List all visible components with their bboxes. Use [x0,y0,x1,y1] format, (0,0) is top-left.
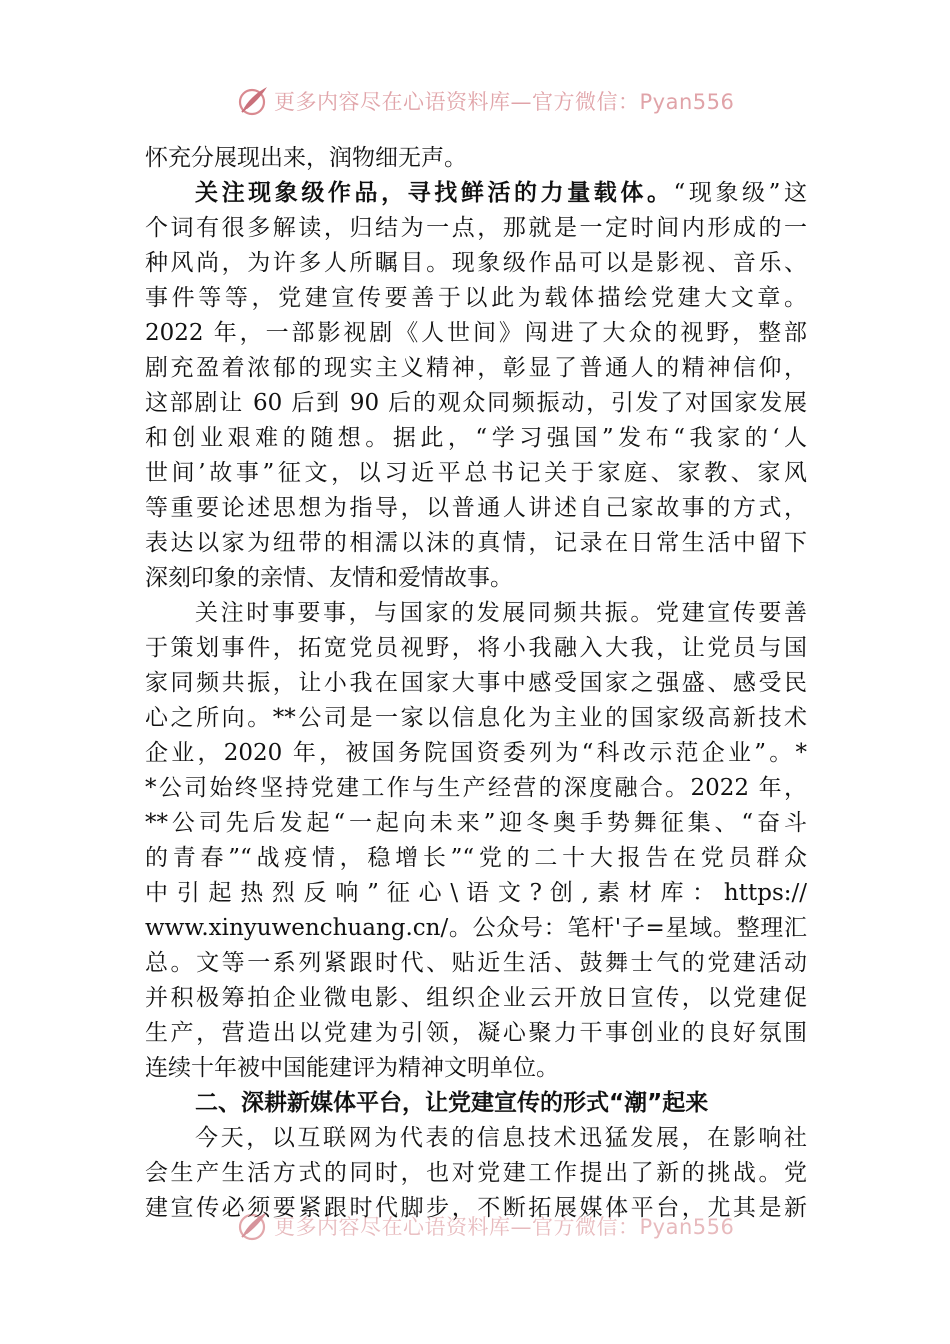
text-line: 关注时事要事，与国家的发展同频共振。党建宣传要善 [195,600,807,626]
text-line: 连续十年被中国能建评为精神文明单位。 [145,1055,559,1081]
text-line: 于策划事件，拓宽党员视野，将小我融入大我，让党员与国 [145,635,807,661]
watermark-header [0,82,950,122]
text-line: 种风尚，为许多人所瞩目。现象级作品可以是影视、音乐、 [145,250,807,276]
text-line: www.xinyuwenchuang.cn/。公众号：笔杆'子=星域。整理汇 [145,915,807,941]
text-line: 并积极筹拍企业微电影、组织企业云开放日宣传，以党建促 [145,985,807,1011]
text-line: 家同频共振，让小我在国家大事中感受国家之强盛、感受民 [145,670,807,696]
section-lead: 关注现象级作品，寻找鲜活的力量载体。 [195,180,674,206]
text-line: 2022 年，一部影视剧《人世间》闯进了大众的视野，整部 [145,320,807,346]
text-line: 中 引 起 热 烈 反 响 ” 征 心 \ 语 文 ? 创 , 素 材 库 ： https:// [145,880,807,906]
text-line [195,176,807,210]
text-line: 事件等等，党建宣传要善于以此为载体描绘党建大文章。 [145,285,807,311]
text-line: 的青春”“战疫情，稳增长”“党的二十大报告在党员群众 [145,845,807,871]
text-line: 和创业艰难的随想。据此，“学习强国”发布“我家的‘人 [145,425,807,451]
watermark-text: 更多内容尽在心语资料库—官方微信：Pyan556 [274,90,735,114]
text-line: 心之所向。**公司是一家以信息化为主业的国家级高新技术 [145,705,807,731]
text-line: 今天，以互联网为代表的信息技术迅猛发展，在影响社 [195,1125,807,1151]
text-line: **公司先后发起“一起向未来”迎冬奥手势舞征集、“奋斗 [145,810,807,836]
text-line: 生产，营造出以党建为引领，凝心聚力干事创业的良好氛围 [145,1020,807,1046]
text-line: 表达以家为纽带的相濡以沫的真情，记录在日常生活中留下 [145,530,807,556]
text-line: 剧充盈着浓郁的现实主义精神，彰显了普通人的精神信仰， [145,355,807,381]
text-line: 世间’故事”征文，以习近平总书记关于家庭、家教、家风 [145,460,807,486]
text-line: *公司始终坚持党建工作与生产经营的深度融合。2022 年， [145,775,807,801]
quill-circle-logo [236,84,270,118]
text-line: 等重要论述思想为指导，以普通人讲述自己家故事的方式， [145,495,807,521]
text-line: 会生产生活方式的同时，也对党建工作提出了新的挑战。党 [145,1160,807,1186]
text-line: 总。文等一系列紧跟时代、贴近生活、鼓舞士气的党建活动 [145,950,807,976]
text-span: “现象级”这 [673,180,807,206]
text-line: 这部剧让 60 后到 90 后的观众同频振动，引发了对国家发展 [145,390,807,416]
text-line: 个词有很多解读，归结为一点，那就是一定时间内形成的一 [145,215,807,241]
text-line: 企业，2020 年，被国务院国资委列为“科改示范企业”。* [145,740,807,766]
text-line: 深刻印象的亲情、友情和爱情故事。 [145,565,513,591]
section-heading: 二、深耕新媒体平台，让党建宣传的形式“潮”起来 [195,1090,709,1116]
text-line: 建宣传必须要紧跟时代脚步，不断拓展媒体平台，尤其是新 [145,1195,807,1221]
text-line: 怀充分展现出来，润物细无声。 [145,145,467,171]
watermark-text: 更多内容尽在心语资料库—官方微信：Pyan556 [274,1215,735,1239]
